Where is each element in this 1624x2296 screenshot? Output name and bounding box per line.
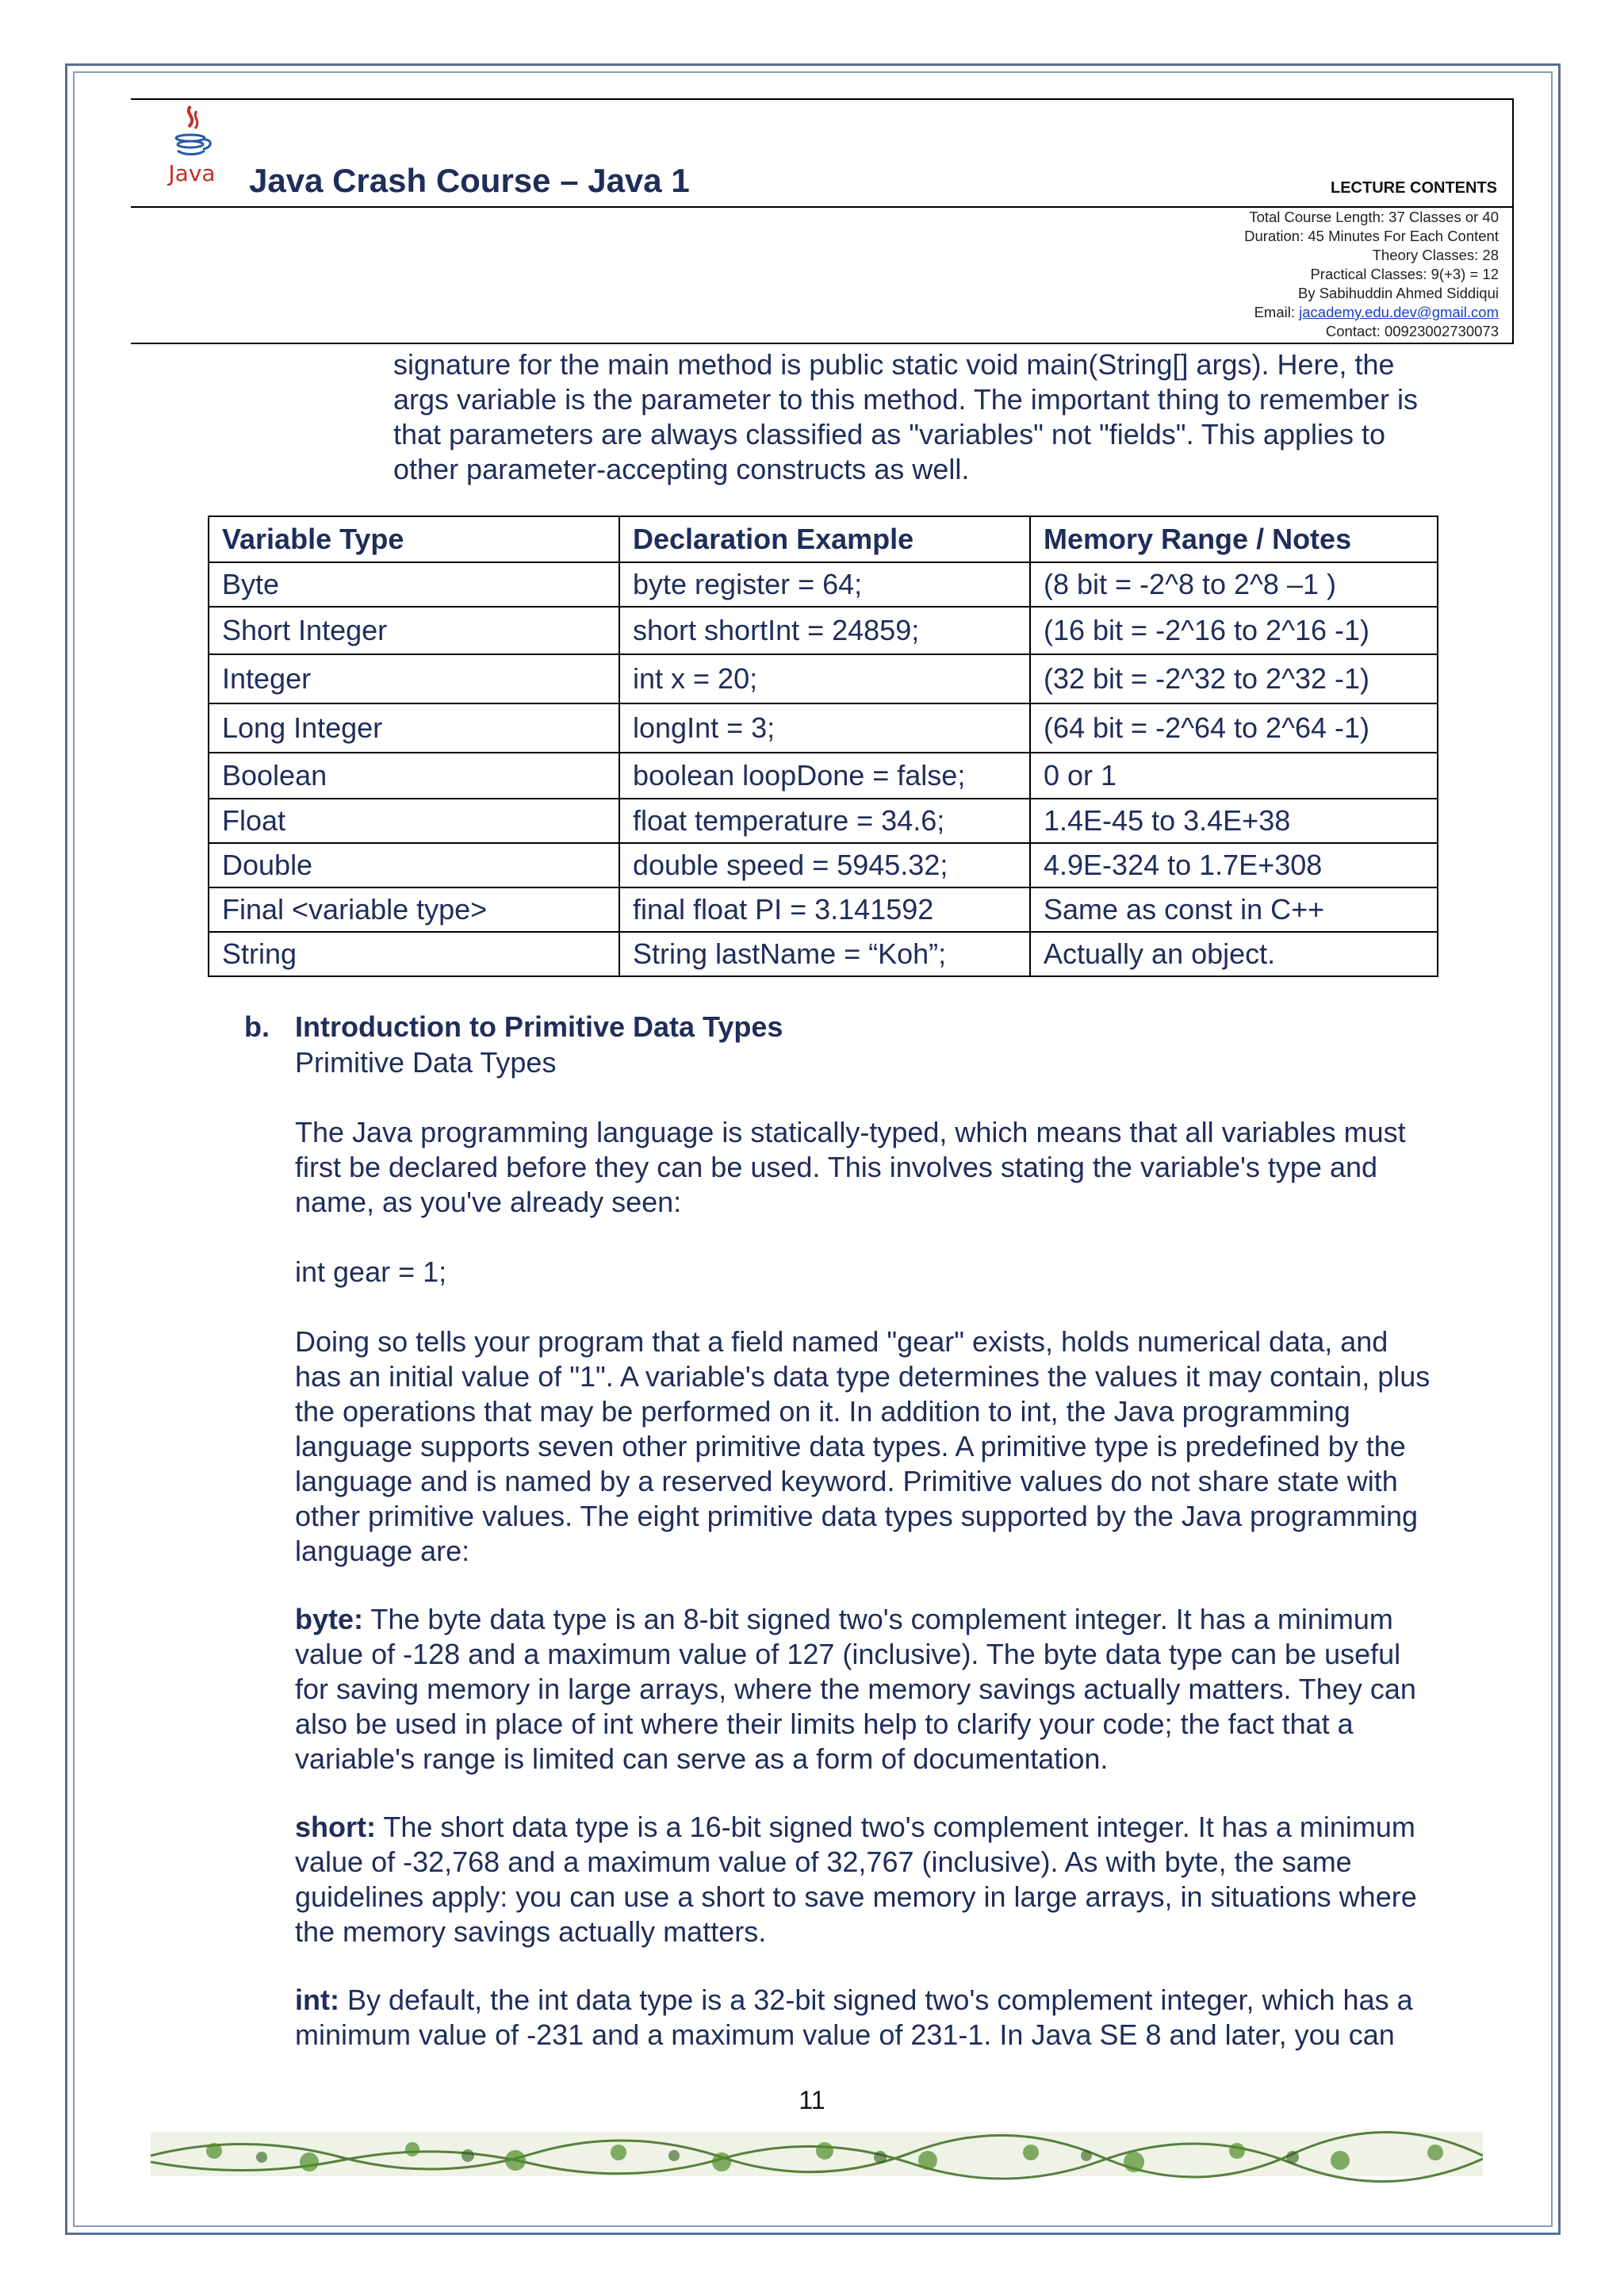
header-top-rule: [131, 98, 1514, 100]
paragraph-line: name, as you've already seen:: [295, 1186, 682, 1218]
code-example: int gear = 1;: [295, 1255, 447, 1288]
table-cell: (32 bit = -2^32 to 2^32 -1): [1030, 654, 1438, 703]
paragraph-line: The Java programming language is statically-typed, which means that all variables must: [295, 1116, 1406, 1148]
meta-theory: Theory Classes: 28: [1372, 247, 1499, 263]
header-bottom-rule: [131, 343, 1514, 344]
table-cell: Byte: [209, 562, 619, 607]
table-cell: 1.4E-45 to 3.4E+38: [1030, 799, 1438, 843]
table-cell: 4.9E-324 to 1.7E+308: [1030, 843, 1438, 887]
paragraph-line: also be used in place of int where their limits help to clarify your code; the fact that a: [295, 1708, 1354, 1740]
paragraph-line: has an initial value of "1". A variable's data type determines the values it may contain, plus: [295, 1360, 1431, 1393]
table-row: [209, 562, 1438, 607]
table-cell: boolean loopDone = false;: [619, 753, 1030, 799]
logo-text: Java: [168, 160, 216, 186]
table-cell: String: [209, 932, 619, 976]
table-cell: Double: [209, 843, 619, 887]
meta-email-label: Email:: [1254, 304, 1300, 320]
paragraph-text: By default, the int data type is a 32-bit signed two's complement integer, which has a: [339, 1984, 1413, 2016]
table-cell: Same as const in C++: [1030, 887, 1438, 932]
table-cell: String lastName = “Koh”;: [619, 932, 1030, 976]
table-row: [209, 607, 1438, 654]
table-cell: (16 bit = -2^16 to 2^16 -1): [1030, 607, 1438, 654]
email-link[interactable]: jacademy.edu.dev@gmail.com: [1299, 304, 1499, 320]
table-row: [209, 753, 1438, 799]
paragraph-line: [295, 1602, 1500, 1637]
header-right-rule: [1512, 98, 1514, 343]
table-cell: Actually an object.: [1030, 932, 1438, 976]
meta-practical: Practical Classes: 9(+3) = 12: [1310, 266, 1499, 282]
table-cell: longInt = 3;: [619, 703, 1030, 753]
column-header: Variable Type: [209, 516, 619, 562]
table-cell: float temperature = 34.6;: [619, 799, 1030, 843]
table-cell: (8 bit = -2^8 to 2^8 –1 ): [1030, 562, 1438, 607]
table-cell: Boolean: [209, 753, 619, 799]
paragraph-line: language and is named by a reserved keyword. Primitive values do not share state with: [295, 1465, 1398, 1497]
pine-garland-decoration: [151, 2116, 1483, 2192]
section-title: Introduction to Primitive Data Types: [295, 1010, 783, 1043]
intro-line: signature for the main method is public static void main(String[] args). Here, the: [393, 348, 1395, 381]
table-row: [209, 932, 1438, 976]
table-row: [209, 703, 1438, 753]
term-short: short:: [295, 1811, 376, 1843]
paragraph-line: value of -32,768 and a maximum value of 32,767 (inclusive). As with byte, the same: [295, 1846, 1352, 1878]
table-row: [209, 799, 1438, 843]
paragraph-line: other primitive values. The eight primitive data types supported by the Java programming: [295, 1500, 1419, 1532]
paragraph-line: [295, 1810, 1500, 1845]
paragraph-line: the memory savings actually matters.: [295, 1915, 767, 1948]
paragraph-gear: [295, 1324, 1500, 1569]
intro-line: that parameters are always classified as "variables" not "fields". This applies to: [393, 418, 1386, 450]
table-cell: Long Integer: [209, 703, 619, 753]
meta-course-length: Total Course Length: 37 Classes or 40: [1249, 209, 1499, 225]
table-row: [209, 654, 1438, 703]
intro-line: other parameter-accepting constructs as well.: [393, 453, 970, 485]
course-meta: [1244, 208, 1499, 341]
paragraph-line: the operations that may be performed on it. In addition to int, the Java programming: [295, 1395, 1350, 1428]
paragraph-line: guidelines apply: you can use a short to save memory in large arrays, in situations where: [295, 1880, 1417, 1913]
table-header-row: [209, 516, 1438, 562]
paragraph-text: The byte data type is an 8-bit signed two's complement integer. It has a minimum: [363, 1603, 1393, 1635]
course-title: Java Crash Course – Java 1: [249, 162, 690, 199]
table-cell: Float: [209, 799, 619, 843]
paragraph-short: [295, 1810, 1500, 1949]
table-cell: (64 bit = -2^64 to 2^64 -1): [1030, 703, 1438, 753]
table-cell: 0 or 1: [1030, 753, 1438, 799]
java-logo: [167, 103, 217, 192]
table-cell: double speed = 5945.32;: [619, 843, 1030, 887]
table-cell: final float PI = 3.141592: [619, 887, 1030, 932]
paragraph-int: [295, 1983, 1500, 2053]
paragraph-static-typing: [295, 1115, 1500, 1220]
paragraph-line: first be declared before they can be used. This involves stating the variable's type and: [295, 1151, 1378, 1183]
intro-paragraph: [393, 347, 1418, 487]
intro-line: args variable is the parameter to this method. The important thing to remember is: [393, 383, 1418, 416]
variable-types-table: [208, 516, 1438, 977]
paragraph-line: [295, 1983, 1500, 2018]
table-row: [209, 843, 1438, 887]
table-row: [209, 887, 1438, 932]
paragraph-line: for saving memory in large arrays, where the memory savings actually matters. They can: [295, 1673, 1416, 1705]
term-int: int:: [295, 1984, 339, 2016]
page-number: 11: [799, 2086, 825, 2114]
paragraph-line: Doing so tells your program that a field named "gear" exists, holds numerical data, and: [295, 1325, 1388, 1358]
paragraph-line: variable's range is limited can serve as a form of documentation.: [295, 1742, 1109, 1775]
table-cell: short shortInt = 24859;: [619, 607, 1030, 654]
term-byte: byte:: [295, 1603, 364, 1635]
paragraph-line: language supports seven other primitive data types. A primitive type is predefined by the: [295, 1430, 1406, 1462]
table-cell: Final <variable type>: [209, 887, 619, 932]
meta-contact: Contact: 00923002730073: [1325, 323, 1499, 339]
paragraph-line: language are:: [295, 1535, 470, 1567]
meta-duration: Duration: 45 Minutes For Each Content: [1244, 228, 1499, 244]
meta-email-line: [1244, 303, 1499, 322]
paragraph-byte: [295, 1602, 1500, 1777]
paragraph-text: The short data type is a 16-bit signed two's complement integer. It has a minimum: [376, 1811, 1415, 1843]
paragraph-line: minimum value of -231 and a maximum value of 231-1. In Java SE 8 and later, you can: [295, 2018, 1395, 2051]
java-cup-icon: [167, 103, 217, 160]
column-header: Declaration Example: [619, 516, 1030, 562]
section-subtitle: Primitive Data Types: [295, 1046, 557, 1079]
lecture-contents-label: LECTURE CONTENTS: [1331, 179, 1497, 197]
table-cell: byte register = 64;: [619, 562, 1030, 607]
paragraph-line: value of -128 and a maximum value of 127 (inclusive). The byte data type can be useful: [295, 1638, 1401, 1670]
section-marker: b.: [244, 1010, 270, 1043]
table-cell: Integer: [209, 654, 619, 703]
table-cell: int x = 20;: [619, 654, 1030, 703]
table-cell: Short Integer: [209, 607, 619, 654]
column-header: Memory Range / Notes: [1030, 516, 1438, 562]
meta-author: By Sabihuddin Ahmed Siddiqui: [1297, 285, 1499, 301]
